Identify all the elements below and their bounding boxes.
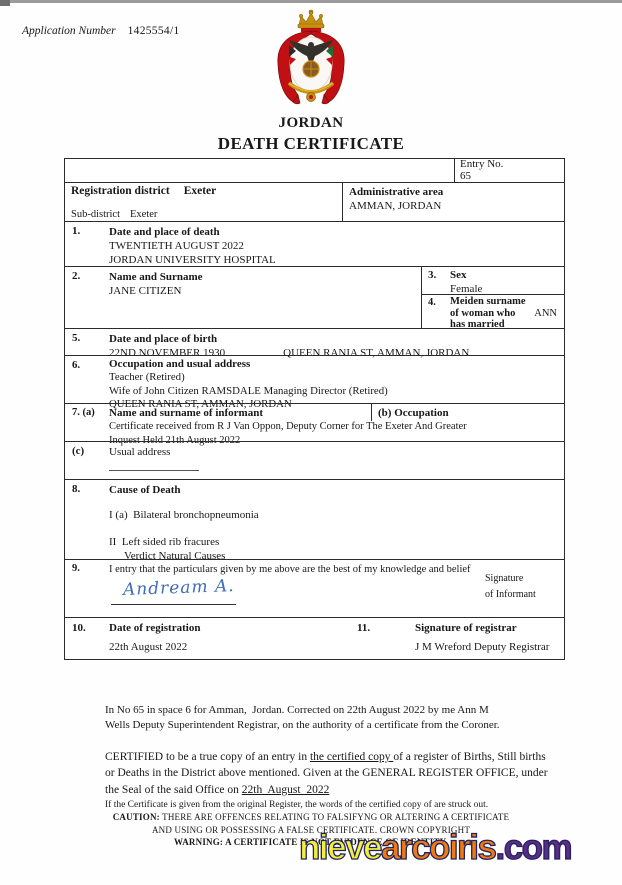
- certificate-table: [64, 158, 565, 660]
- section-5-date-place-of-birth: [65, 328, 564, 360]
- cause-of-death-line2: II Left sided rib fracures: [109, 536, 220, 549]
- administrative-area-label: Administrative area: [349, 186, 444, 198]
- section-7c-label: Usual address: [109, 446, 171, 458]
- section-7a-number: 7. (a): [72, 407, 95, 418]
- section-7c-usual-address: [65, 441, 564, 479]
- section-3-number: 3.: [428, 269, 437, 281]
- section-4-number: 4.: [428, 297, 436, 308]
- scan-edge-artifact: [0, 0, 622, 3]
- section-3-label: Sex: [450, 269, 467, 281]
- watermark-part2: arcoiris: [381, 828, 496, 867]
- title-country: JORDAN: [278, 115, 344, 131]
- application-number-label: Application Number: [22, 25, 116, 37]
- section-10-11-row: [65, 617, 564, 659]
- warning-line: WARNING: A CERTIFICATE IS NOT EVIDENCE OF IDENTITY.: [174, 837, 448, 848]
- application-number-value: 1425554/1: [127, 25, 180, 37]
- entry-no-label: Entry No.: [460, 158, 504, 170]
- correction-note: [105, 703, 525, 734]
- correction-line2: Wells Deputy Superintendent Registrar, on the authority of a certificate from the Coroner.: [105, 719, 500, 732]
- birth-date-value: 22ND NOVEMBER 1930: [109, 347, 226, 360]
- section-6-label: Occupation and usual address: [109, 358, 251, 370]
- occupation-line2: Wife of John Citizen RAMSDALE Managing Director (Retired): [109, 384, 388, 397]
- section-2-label: Name and Surname: [109, 271, 203, 283]
- registration-district-label: Registration district: [71, 185, 170, 197]
- section-6-occupation-address: [65, 355, 564, 410]
- certified-line3-pre: the Seal of the said Office on: [105, 783, 242, 796]
- section-4-label-line2: of woman who: [450, 307, 516, 319]
- certificate-small-print: If the Certificate is given from the original Register, the words of the certified copy of are struck out.: [105, 799, 489, 810]
- section-8-number: 8.: [72, 483, 81, 495]
- signature-underline: [111, 604, 236, 605]
- deceased-name-value: JANE CITIZEN: [109, 285, 182, 298]
- section-8-label: Cause of Death: [109, 484, 181, 496]
- section-5-number: 5.: [72, 332, 81, 344]
- section-9-declaration: [65, 559, 564, 617]
- section-1-date-place-of-death: [65, 221, 564, 266]
- watermark-part1: nieve: [299, 828, 381, 867]
- section-10-label: Date of registration: [109, 622, 201, 634]
- entry-no-row: [65, 159, 564, 182]
- declaration-statement: I entry that the particulars given by me above are the best of my knowledge and belief: [109, 564, 471, 575]
- section-7c-number: (c): [72, 445, 85, 457]
- certified-line1-post: of a register of Births, Still births: [393, 751, 546, 763]
- administrative-area-value: AMMAN, JORDAN: [349, 200, 442, 213]
- section-10-number: 10.: [72, 622, 86, 634]
- section-1-label: Date and place of death: [109, 226, 220, 238]
- section-7a-label: Name and surname of informant: [109, 407, 263, 419]
- usual-address-blank-line: [109, 470, 199, 471]
- scan-corner-artifact: [0, 0, 10, 6]
- section-1-number: 1.: [72, 225, 81, 237]
- title-certificate: DEATH CERTIFICATE: [217, 133, 405, 153]
- informant-line1: Certificate received from R J Van Oppon, Deputy Corner for The Exeter And Greater: [109, 421, 467, 432]
- cause-of-death-line1: I (a) Bilateral bronchopneumonia: [109, 509, 259, 522]
- section-6-number: 6.: [72, 359, 81, 371]
- registration-date-value: 22th August 2022: [109, 641, 188, 653]
- section-11-label: Signature of registrar: [415, 622, 517, 634]
- maiden-surname-value: ANN: [534, 307, 557, 319]
- registrar-signature-value: J M Wreford Deputy Registrar: [415, 641, 550, 653]
- section-11-signature-of-registrar: [415, 622, 549, 653]
- section-4-label-line1: Meiden surname: [450, 296, 526, 307]
- signature-of-informant-label: Signature of Informant: [485, 573, 536, 600]
- occupation-line3: QUEEN RANIA ST, AMMAN, JORDAN: [109, 397, 292, 410]
- section-2-number: 2.: [72, 270, 81, 282]
- jordan-coat-of-arms-icon: [256, 7, 366, 113]
- section-4-label-line3: has married: [450, 319, 505, 331]
- birth-place-value: QUEEN RANIA ST, AMMAN, JORDAN: [283, 347, 470, 360]
- section-2-3-4-row: [65, 266, 564, 331]
- section-9-number: 9.: [72, 563, 80, 574]
- informant-line2: Inquest Held 21th August 2022: [109, 434, 241, 446]
- sex-value: Female: [450, 282, 483, 295]
- section-7a-informant: [65, 403, 564, 446]
- watermark-part3: .com: [495, 828, 572, 867]
- certified-line2: or Deaths in the District above mentioned. Given at the GENERAL REGISTER OFFICE, under: [105, 767, 548, 780]
- section-7b-occupation-label: (b) Occupation: [371, 404, 449, 421]
- section-5-label: Date and place of birth: [109, 333, 218, 345]
- entry-no-value: 65: [460, 169, 471, 182]
- caution-line2: AND USING OR POSSESSING A FALSE CERTIFICATE. CROWN COPYRIGHT: [151, 824, 471, 835]
- document-title: [0, 114, 622, 154]
- registration-district-value: Exeter: [183, 185, 217, 197]
- correction-line1: In No 65 in space 6 for Amman, Jordan. Corrected on 22th August 2022 by me Ann M: [105, 704, 489, 716]
- registration-district-cell: [65, 183, 342, 221]
- seal-date-underlined: 22th August 2022: [241, 783, 330, 796]
- section-11-number: 11.: [357, 622, 371, 634]
- death-date-value: TWENTIETH AUGUST 2022: [109, 240, 244, 253]
- cause-of-death-line3: Verdict Natural Causes: [124, 550, 226, 563]
- sub-district-value: Exeter: [130, 209, 158, 220]
- administrative-area-cell: [342, 183, 564, 221]
- watermark-nievearcoiris: [299, 828, 571, 868]
- section-3-sex: [422, 267, 564, 295]
- occupation-line1: Teacher (Retired): [109, 371, 185, 384]
- caution-line1: THERE ARE OFFENCES RELATING TO FALSIFYNG OR ALTERING A CERTIFICATE: [159, 812, 510, 822]
- caution-label: CAUTION:: [112, 812, 160, 822]
- application-number: [22, 25, 180, 37]
- district-row: [65, 182, 564, 221]
- section-4-maiden-surname: [422, 295, 564, 332]
- section-8-cause-of-death: [65, 479, 564, 563]
- section-2-name-surname: [65, 267, 421, 328]
- certified-line1-pre: CERTIFIED to be a true copy of an entry in: [105, 751, 310, 763]
- entry-no-cell: [454, 159, 564, 182]
- informant-signature: Andream A.: [122, 576, 235, 600]
- certified-copy-underlined: the certified copy: [309, 751, 394, 763]
- death-place-value: JORDAN UNIVERSITY HOSPITAL: [109, 254, 276, 267]
- entry-row-empty-cell: [65, 159, 454, 182]
- section-10-date-of-registration: [109, 622, 200, 653]
- certified-statement: [105, 749, 550, 812]
- sub-district-label: Sub-district: [71, 209, 120, 220]
